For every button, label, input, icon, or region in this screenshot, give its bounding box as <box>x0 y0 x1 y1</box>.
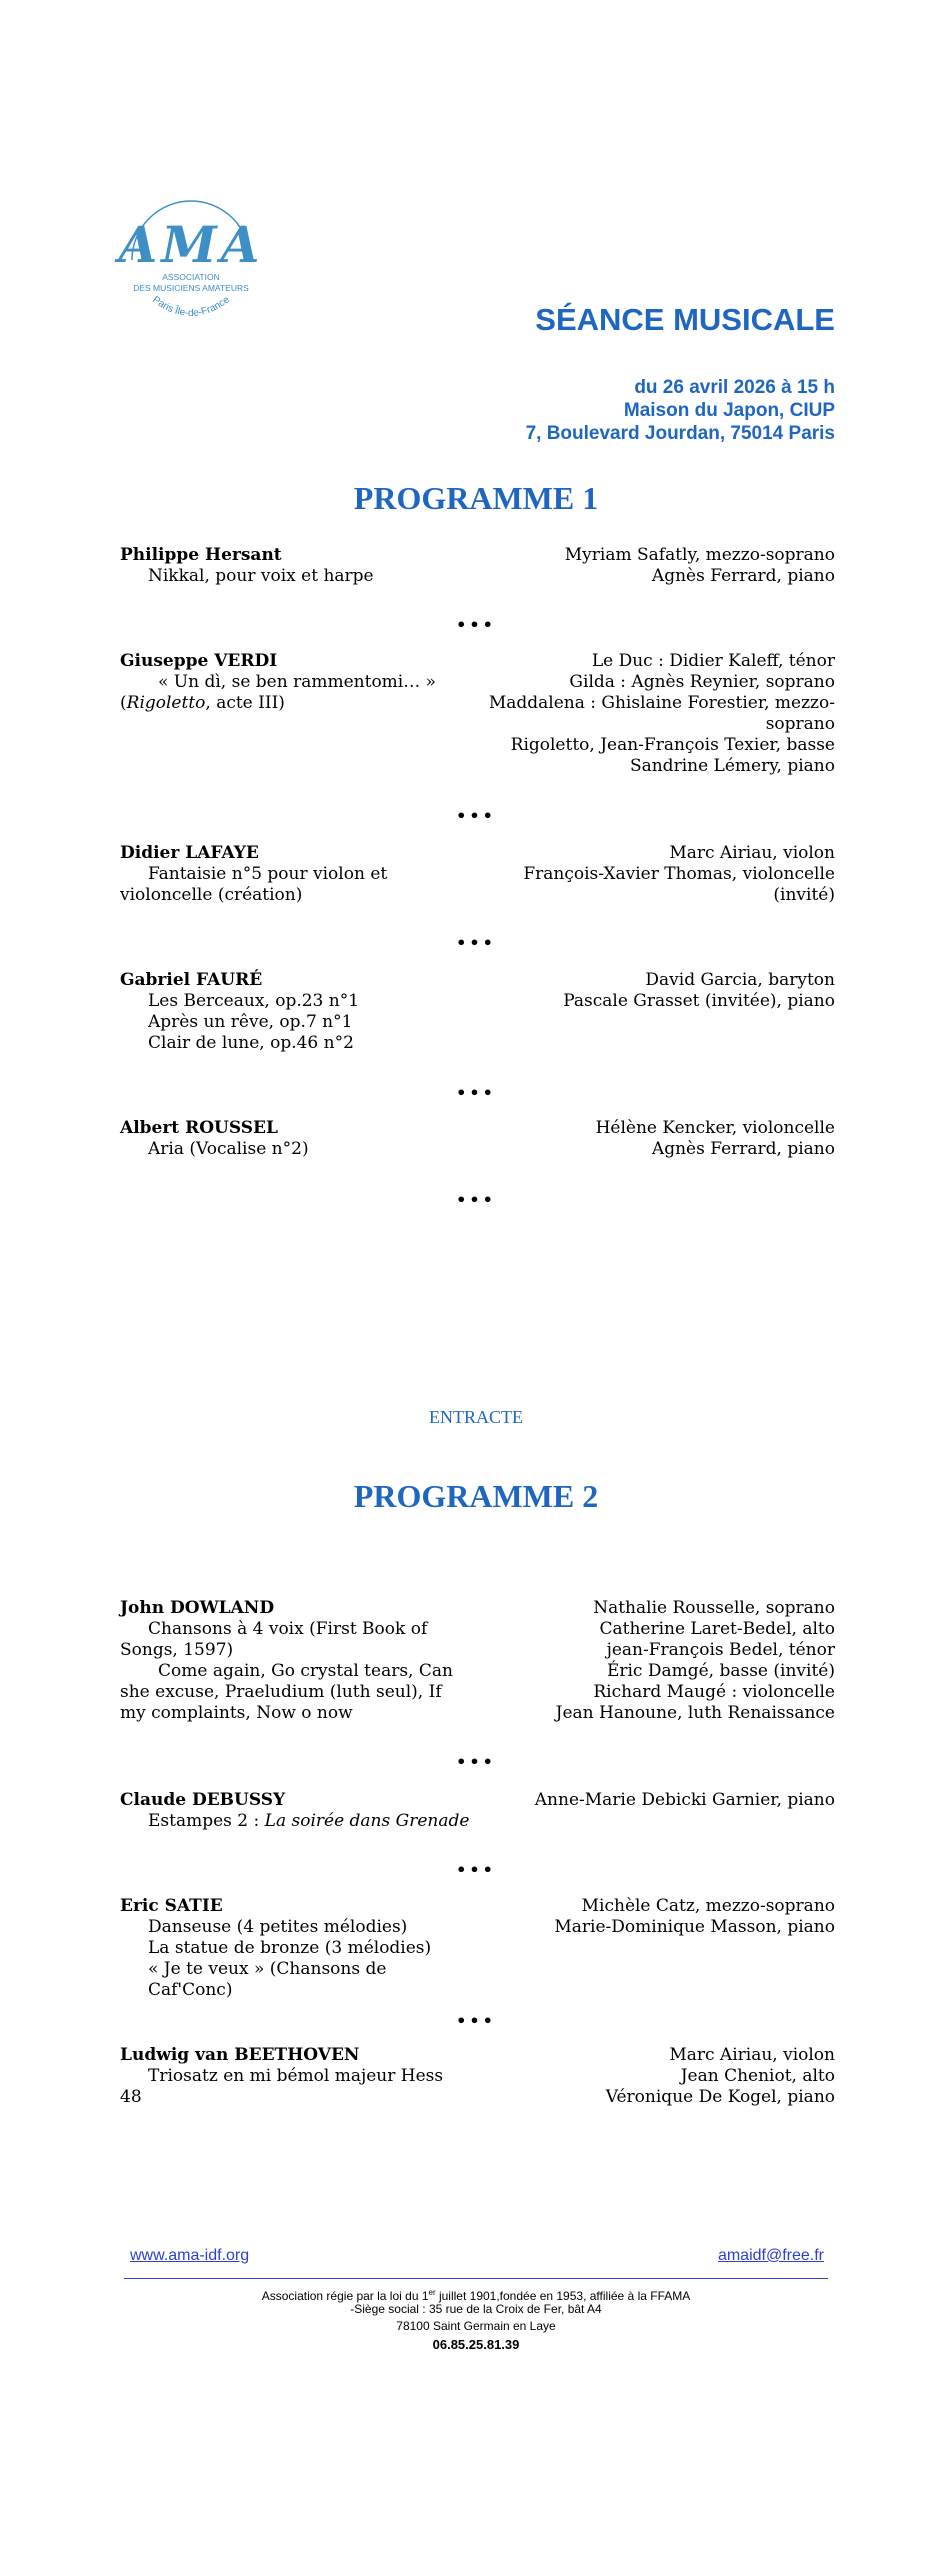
work-line: Fantaisie n°5 pour violon et <box>148 864 388 884</box>
performer: Rigoletto, Jean-François Texier, basse <box>510 735 835 755</box>
performer: (invité) <box>773 885 835 905</box>
logo-line1: ASSOCIATION <box>162 272 220 282</box>
composer: Philippe Hersant <box>120 545 282 565</box>
work-line: Clair de lune, op.46 n°2 <box>148 1033 354 1053</box>
performer: Éric Damgé, basse (invité) <box>606 1661 835 1681</box>
performer: Nathalie Rousselle, soprano <box>593 1598 835 1618</box>
separator: ••• <box>456 806 496 825</box>
p1-item-3-performers <box>470 843 835 906</box>
p1-item-1-piece <box>120 545 470 587</box>
work-line: Estampes 2 : La soirée dans Grenade <box>148 1811 470 1831</box>
p2-item-4-piece <box>120 2045 470 2108</box>
work-line: (Rigoletto, acte III) <box>120 693 285 713</box>
performer: Anne-Marie Debicki Garnier, piano <box>534 1790 835 1810</box>
separator: ••• <box>456 1860 496 1879</box>
separator: ••• <box>456 1190 496 1209</box>
composer: John DOWLAND <box>120 1598 275 1618</box>
performer: Myriam Safatly, mezzo-soprano <box>564 545 835 565</box>
performer: Marie-Dominique Masson, piano <box>554 1917 835 1937</box>
work-line: La statue de bronze (3 mélodies) <box>148 1938 432 1958</box>
event-date: du 26 avril 2026 à 15 h <box>634 377 835 398</box>
performer: François-Xavier Thomas, violoncelle <box>523 864 835 884</box>
event-address: 7, Boulevard Jourdan, 75014 Paris <box>525 423 835 444</box>
work-line: Aria (Vocalise n°2) <box>148 1139 309 1159</box>
composer: Eric SATIE <box>120 1896 223 1916</box>
p2-item-1-performers <box>470 1598 835 1724</box>
logo-region: Paris Île-de-France <box>150 294 232 320</box>
p2-item-2-piece <box>120 1790 470 1832</box>
performer: Pascale Grasset (invitée), piano <box>563 991 835 1011</box>
work-line: « Je te veux » (Chansons de Caf'Conc) <box>148 1959 387 2000</box>
separator: ••• <box>456 1083 496 1102</box>
work-line: « Un dì, se ben rammentomi… » <box>158 672 437 692</box>
performer: Maddalena : Ghislaine Forestier, mezzo- <box>488 693 835 713</box>
separator: ••• <box>456 2011 496 2030</box>
p2-item-3-performers <box>470 1896 835 1938</box>
p1-item-2-piece <box>120 651 470 714</box>
page-title: SÉANCE MUSICALE <box>535 302 835 337</box>
event-venue: Maison du Japon, CIUP <box>623 400 835 421</box>
performer: Gilda : Agnès Reynier, soprano <box>569 672 835 692</box>
composer: Ludwig van BEETHOVEN <box>120 2045 360 2065</box>
website-link[interactable]: www.ama-idf.org <box>130 2247 250 2264</box>
work-line: Après un rêve, op.7 n°1 <box>148 1012 353 1032</box>
footer-phone: 06.85.25.81.39 <box>432 2337 520 2352</box>
performer: Michèle Catz, mezzo-soprano <box>581 1896 835 1916</box>
work-line: violoncelle (création) <box>120 885 303 905</box>
work-line: Come again, Go crystal tears, Can <box>158 1661 453 1681</box>
p1-item-4-piece <box>120 970 470 1054</box>
performer: Marc Airiau, violon <box>669 843 835 863</box>
logo-line2: DES MUSICIENS AMATEURS <box>133 283 249 293</box>
separator: ••• <box>456 933 496 952</box>
performer: Agnès Ferrard, piano <box>651 566 835 586</box>
footer-legal-line3: 78100 Saint Germain en Laye <box>396 2319 556 2333</box>
performer: Jean Hanoune, luth Renaissance <box>555 1703 835 1723</box>
performer: Marc Airiau, violon <box>669 2045 835 2065</box>
performer: Agnès Ferrard, piano <box>651 1139 835 1159</box>
logo-letters: AMA <box>118 215 264 274</box>
p1-item-5-performers <box>470 1118 835 1160</box>
programme-1-title: PROGRAMME 1 <box>353 480 599 516</box>
work-line: my complaints, Now o now <box>120 1703 353 1723</box>
footer-divider <box>124 2278 828 2279</box>
performer: soprano <box>765 714 835 734</box>
composer: Didier LAFAYE <box>120 843 259 863</box>
work-line: she excuse, Praeludium (luth seul), If <box>120 1682 442 1702</box>
performer: Jean Cheniot, alto <box>680 2066 835 2086</box>
performer: Véronique De Kogel, piano <box>605 2087 835 2107</box>
work-line: Les Berceaux, op.23 n°1 <box>148 991 360 1011</box>
p1-item-1-performers <box>470 545 835 587</box>
work-line: Nikkal, pour voix et harpe <box>148 566 374 586</box>
work-line: 48 <box>120 2087 142 2107</box>
composer: Albert ROUSSEL <box>120 1118 278 1138</box>
programme-2-title: PROGRAMME 2 <box>353 1478 599 1514</box>
svg-text:Paris Île-de-France <box>150 294 232 319</box>
performer: David Garcia, baryton <box>645 970 835 990</box>
footer-legal-line2: -Siège social : 35 rue de la Croix de Fer, bât A4 <box>350 2302 602 2316</box>
composer: Claude DEBUSSY <box>120 1790 286 1810</box>
ama-logo-graphic <box>112 180 270 338</box>
p2-item-3-piece <box>120 1896 470 2001</box>
performer: Sandrine Lémery, piano <box>629 756 835 776</box>
composer: Giuseppe VERDI <box>120 651 278 671</box>
performer: Richard Maugé : violoncelle <box>593 1682 835 1702</box>
p2-item-1-piece <box>120 1598 470 1724</box>
p1-item-4-performers <box>470 970 835 1012</box>
ama-logo <box>112 180 270 338</box>
composer: Gabriel FAURÉ <box>120 970 263 990</box>
p2-item-4-performers <box>470 2045 835 2108</box>
p1-item-2-performers <box>470 651 835 777</box>
performer: jean-François Bedel, ténor <box>606 1640 835 1660</box>
p1-item-5-piece <box>120 1118 470 1160</box>
footer-legal-line1: Association régie par la loi du 1er juillet 1901,fondée en 1953, affiliée à la FFAMA <box>261 2288 691 2303</box>
performer: Le Duc : Didier Kaleff, ténor <box>591 651 835 671</box>
work-line: Triosatz en mi bémol majeur Hess <box>148 2066 444 2086</box>
separator: ••• <box>456 1752 496 1771</box>
performer: Hélène Kencker, violoncelle <box>595 1118 835 1138</box>
work-line: Chansons à 4 voix (First Book of <box>148 1619 428 1639</box>
separator: ••• <box>456 615 496 634</box>
p2-item-2-performers <box>470 1790 835 1811</box>
work-line: Danseuse (4 petites mélodies) <box>148 1917 408 1937</box>
email-link[interactable]: amaidf@free.fr <box>717 2247 824 2264</box>
performer: Catherine Laret-Bedel, alto <box>599 1619 835 1639</box>
entracte-label: ENTRACTE <box>429 1407 523 1427</box>
p1-item-3-piece <box>120 843 470 906</box>
work-line: Songs, 1597) <box>120 1640 234 1660</box>
